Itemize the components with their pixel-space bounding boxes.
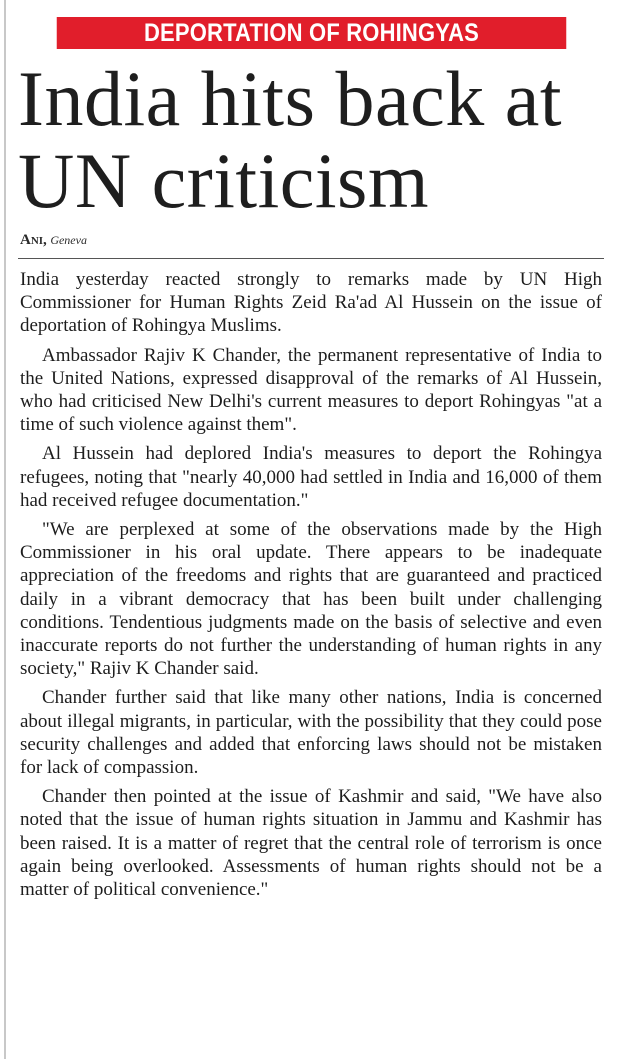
article-paragraph: "We are perplexed at some of the observations made by the High Commissioner in his oral update. There appears to be inadequate appreciation of the freedoms and rights that are guaranteed and practiced daily in a vibrant democracy that has been built under challenging conditions. Tendentious judgments made on the basis of selective and even inaccurate reports do not further the understanding of human rights in any society," Rajiv K Chander said.: [20, 519, 602, 680]
byline-agency: Ani,: [20, 232, 47, 248]
clipping-edge: [4, 0, 6, 1059]
byline-divider: [18, 258, 604, 259]
byline: [20, 232, 87, 249]
article-paragraph: India yesterday reacted strongly to remarks made by UN High Commissioner for Human Rights Zeid Ra'ad Al Hussein on the issue of deportation of Rohingya Muslims.: [20, 269, 602, 337]
headline: India hits back at UN criticism: [18, 55, 562, 224]
article-paragraph: Chander further said that like many other nations, India is concerned about illegal migrants, in particular, with the possibility that they could pose security challenges and added that enforcing laws should not be mistaken for lack of compassion.: [20, 687, 602, 779]
byline-location: Geneva: [50, 233, 87, 247]
article-paragraph: Al Hussein had deplored India's measures to deport the Rohingya refugees, noting that "nearly 40,000 had settled in India and 16,000 of them had received refugee documentation.": [20, 443, 602, 511]
article-paragraph: Ambassador Rajiv K Chander, the permanent representative of India to the United Nations, expressed disapproval of the remarks of Al Hussein, who had criticised New Delhi's current measures to deport Rohingyas "at a time of such violence against them".: [20, 344, 602, 436]
section-kicker: DEPORTATION OF ROHINGYAS: [57, 17, 567, 49]
article-paragraph: Chander then pointed at the issue of Kashmir and said, "We have also noted that the issue of human rights situation in Jammu and Kashmir has been raised. It is a matter of regret that the central role of terrorism is once again being overlooked. Assessments of human rights should not be a matter of political convenience.": [20, 786, 602, 901]
article-body: [20, 268, 602, 907]
